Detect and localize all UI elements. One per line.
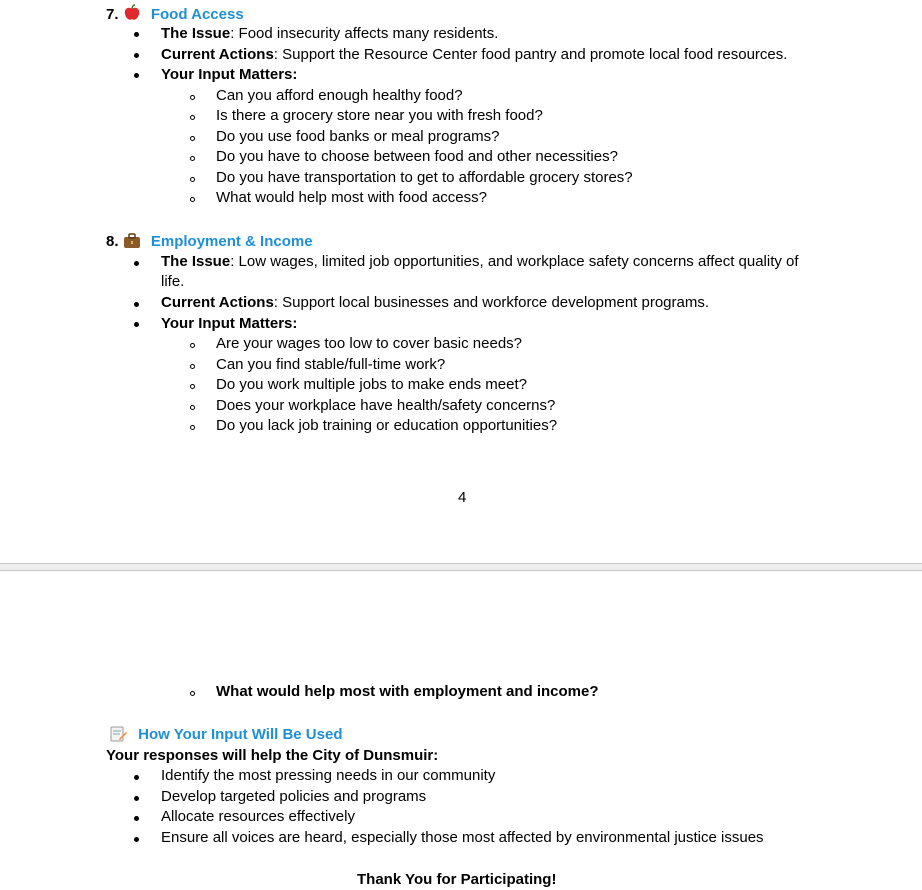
actions-text: : Support the Resource Center food pantry and promote local food resources. [273,46,788,63]
bullet-dot [134,32,139,37]
question-item: Can you afford enough healthy food? [216,87,463,104]
sub-bullet [190,384,195,389]
question-item: Do you lack job training or education opportunities? [216,417,558,434]
question-item: What would help most with food access? [216,189,487,206]
list-item: Develop targeted policies and programs [161,788,427,805]
bullet-dot [134,261,139,266]
issue-label: The Issue [161,253,231,270]
briefcase-icon [123,233,141,255]
section-title: Employment & Income [150,233,313,250]
sub-bullet [190,156,195,161]
issue-line [161,24,498,44]
bullet-dot [134,302,139,307]
apple-icon [123,4,141,28]
page-number: 4 [458,489,467,506]
sub-bullet [190,136,195,141]
bullet-dot [134,796,139,801]
sub-bullet [190,425,195,430]
question-item: Do you have to choose between food and other necessities? [216,148,618,165]
list-item: Ensure all voices are heard, especially those most affected by environmental justice issues [161,829,764,846]
sub-bullet [190,177,195,182]
question-item: Are your wages too low to cover basic needs? [216,335,522,352]
sub-bullet [190,95,195,100]
question-item: Is there a grocery store near you with fresh food? [216,107,543,124]
section-number: 8. [106,233,119,250]
actions-line [161,293,709,313]
bullet-dot [134,775,139,780]
actions-label: Current Actions [161,294,274,311]
section-title: Food Access [150,6,244,23]
issue-label: The Issue [161,25,231,42]
question-item: What would help most with employment and income? [216,683,599,700]
input-use-intro: Your responses will help the City of Dunsmuir: [106,747,439,764]
section-title: How Your Input Will Be Used [138,726,343,743]
issue-text: : Low wages, limited job opportunities, and workplace safety concerns affect quality of [230,253,799,270]
question-item: Can you find stable/full-time work? [216,356,446,373]
question-item: Does your workplace have health/safety concerns? [216,397,556,414]
sub-bullet [190,405,195,410]
sub-bullet [190,197,195,202]
section-number: 7. [106,6,119,23]
closing-text: Thank You for Participating! [357,871,557,888]
input-use-heading [110,725,343,748]
input-label: Your Input Matters: [161,66,298,83]
actions-text: : Support local businesses and workforce development programs. [273,294,710,311]
bullet-dot [134,816,139,821]
bullet-dot [134,73,139,78]
sub-bullet [190,364,195,369]
bullet-dot [134,322,139,327]
bullet-dot [134,53,139,58]
question-item: Do you work multiple jobs to make ends meet? [216,376,527,393]
bullet-dot [134,837,139,842]
page-divider [0,570,922,571]
input-label: Your Input Matters: [161,315,298,332]
memo-icon [110,726,128,748]
question-item: Do you have transportation to get to affordable grocery stores? [216,169,633,186]
issue-text-cont: life. [161,273,185,290]
issue-line [161,252,799,272]
list-item: Identify the most pressing needs in our community [161,767,496,784]
sub-bullet [190,343,195,348]
sub-bullet [190,115,195,120]
question-item: Do you use food banks or meal programs? [216,128,500,145]
sub-bullet [190,691,195,696]
actions-label: Current Actions [161,46,274,63]
actions-line [161,45,787,65]
issue-text: : Food insecurity affects many residents. [230,25,499,42]
list-item: Allocate resources effectively [161,808,355,825]
